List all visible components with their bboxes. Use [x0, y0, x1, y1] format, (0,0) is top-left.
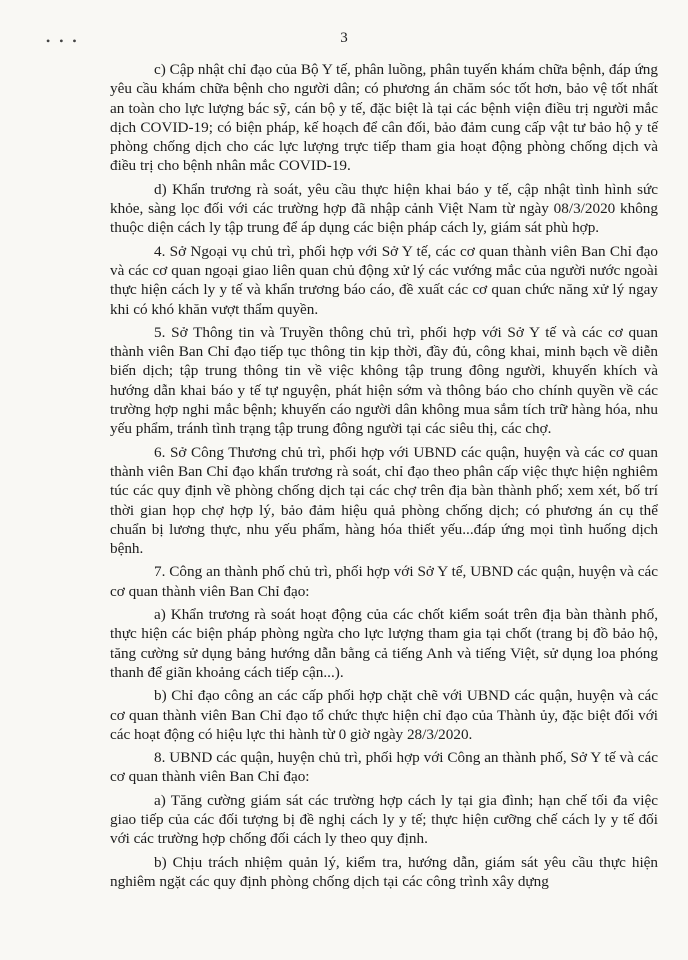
- paragraph-c-health-updates: c) Cập nhật chỉ đạo của Bộ Y tế, phân luồng, phân tuyến khám chữa bệnh, đáp ứng yêu cầu khám chữa bệnh cho người dân; có phương án chăm sóc tốt hơn, bảo vệ tốt nhất an toàn cho lực lượng bác sỹ, cán bộ y tế, đặc biệt là tại các bệnh viện điều trị người mắc dịch COVID-19; có biện pháp, kế hoạch để cân đối, bảo đảm cung cấp vật tư bảo hộ y tế phòng chống dịch cho các lực lượng trực tiếp tham gia hoạt động phòng chống dịch và điều trị cho bệnh nhân mắc COVID-19.: [110, 61, 658, 175]
- page-number: 3: [340, 30, 348, 46]
- paragraph-8a-home-isolation: a) Tăng cường giám sát các trường hợp cách ly tại gia đình; hạn chế tối đa việc giao tiếp của các đối tượng bị đề nghị cách ly y tế; thực hiện cưỡng chế cách ly y tế đối với các trường hợp chống đối cách ly theo quy định.: [110, 791, 658, 848]
- paragraph-4-foreign-affairs: 4. Sở Ngoại vụ chủ trì, phối hợp với Sở Y tế, các cơ quan thành viên Ban Chỉ đạo và các cơ quan ngoại giao liên quan chủ động xử lý các vướng mắc của người nước ngoài thực hiện cách ly y tế và khẩn trương báo cáo, đề xuất các cơ quan chức năng xử lý ngay khi có khó khăn vượt thẩm quyền.: [110, 242, 658, 318]
- paragraph-7a-checkpoints: a) Khẩn trương rà soát hoạt động của các chốt kiểm soát trên địa bàn thành phố, thực hiện các biện pháp phòng ngừa cho lực lượng tham gia tại chốt (trang bị đồ bảo hộ, tăng cường sử dụng bảng hướng dẫn bằng cả tiếng Anh và tiếng Việt, sử dụng loa phóng thanh để giãn khoảng cách tiếp cận...).: [110, 606, 658, 681]
- paragraph-8b-construction: b) Chịu trách nhiệm quản lý, kiểm tra, hướng dẫn, giám sát yêu cầu thực hiện nghiêm ngặt các quy định phòng chống dịch tại các công trình xây dựng: [110, 853, 658, 890]
- paragraph-6-industry-trade: 6. Sở Công Thương chủ trì, phối hợp với UBND các quận, huyện và các cơ quan thành viên Ban Chỉ đạo khẩn trương rà soát, chỉ đạo theo phân cấp việc thực hiện nghiêm túc các quy định về phòng chống dịch tại các chợ trên địa bàn thành phố; xem xét, bố trí thời gian họp chợ hợp lý, bảo đảm hiệu quả phòng chống dịch; có phương án cụ thể chuẩn bị lương thực, nhu yếu phẩm, hàng hóa thiết yếu...đáp ứng mọi tình huống dịch bệnh.: [110, 443, 658, 558]
- paragraph-5-information: 5. Sở Thông tin và Truyền thông chủ trì, phối hợp với Sở Y tế và các cơ quan thành viên Ban Chỉ đạo tiếp tục thông tin kịp thời, đầy đủ, công khai, minh bạch về diễn biến dịch; tập trung thông tin về việc không tập trung đông người, khuyến khích và hướng dẫn khai báo y tế tự nguyện, phát hiện sớm và thông báo cho chính quyền về các trường hợp nghi mắc bệnh; khuyến cáo người dân không mua sắm tích trữ hàng hóa, nhu yếu phẩm, tránh tình trạng tập trung đông người tại các siêu thị, các chợ.: [110, 323, 658, 438]
- paragraph-7b-coordination: b) Chỉ đạo công an các cấp phối hợp chặt chẽ với UBND các quận, huyện và các cơ quan thành viên Ban Chỉ đạo tổ chức thực hiện chỉ đạo của Thành ủy, đặc biệt đối với các hoạt động có hiệu lực thi hành từ 0 giờ ngày 28/3/2020.: [110, 687, 658, 743]
- document-body: [110, 60, 658, 895]
- scan-mark: • • •: [46, 34, 80, 48]
- paragraph-7-police: 7. Công an thành phố chủ trì, phối hợp với Sở Y tế, UBND các quận, huyện và các cơ quan thành viên Ban Chỉ đạo:: [110, 563, 658, 600]
- paragraph-8-districts: 8. UBND các quận, huyện chủ trì, phối hợp với Công an thành phố, Sở Y tế và các cơ quan thành viên Ban Chỉ đạo:: [110, 749, 658, 786]
- paragraph-d-screening: d) Khẩn trương rà soát, yêu cầu thực hiện khai báo y tế, cập nhật tình hình sức khỏe, sàng lọc đối với các trường hợp đã nhập cảnh Việt Nam từ ngày 08/3/2020 không thuộc diện cách ly tập trung để áp dụng các biện pháp cách ly, giám sát phù hợp.: [110, 180, 658, 237]
